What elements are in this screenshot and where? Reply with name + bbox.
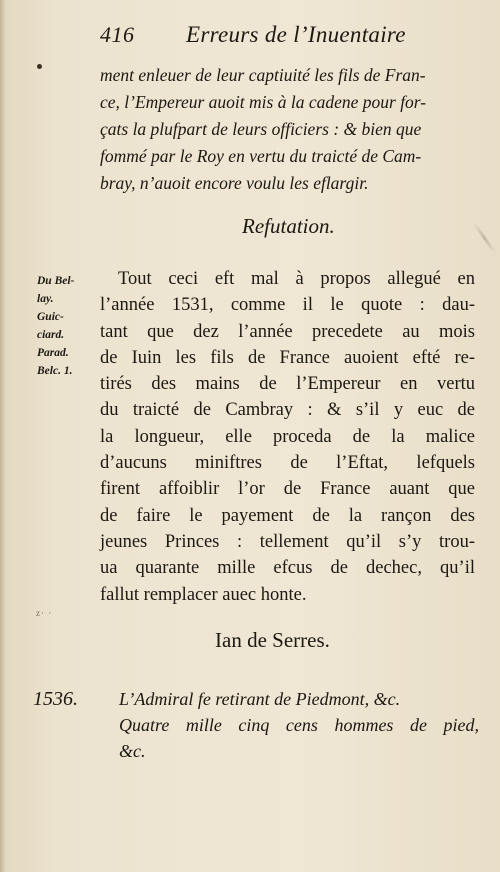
entry-text <box>119 686 479 764</box>
page-number: 416 <box>100 22 135 47</box>
body-line: tant que dez l’année precedete au mois <box>100 321 475 342</box>
margin-year: 1536. <box>33 688 78 710</box>
body-line: l’année 1531, comme il le quote : dau- <box>100 295 475 316</box>
passage-line: çats la plufpart de leurs officiers : & bien que <box>100 119 422 139</box>
body-line: Tout ceci eft mal à propos allegué en <box>118 269 475 289</box>
gutter-shadow <box>0 0 6 872</box>
body-line: d’aucuns miniftres de l’Eftat, lefquels <box>100 453 475 474</box>
margin-note-line: Guic- <box>37 311 64 323</box>
body-line: la longueur, elle proceda de la malice <box>100 426 475 447</box>
passage-line: ce, l’Empereur auoit mis à la cadene pour for- <box>100 92 427 112</box>
body-line: tirés des mains de l’Empereur en vertu <box>100 374 475 395</box>
passage-line: ment enleuer de leur captiuité les fils de Fran- <box>100 65 426 85</box>
entry-line: &c. <box>119 741 146 761</box>
margin-note <box>37 272 89 380</box>
margin-note-line: lay. <box>37 293 54 305</box>
page-header <box>0 22 500 54</box>
passage-line: fommé par le Roy en vertu du traicté de Cam- <box>100 146 422 166</box>
body-line: du traicté de Cambray : & s’il y euc de <box>100 400 475 421</box>
body-line: ua quarante mille efcus de dechec, qu’il <box>100 558 475 579</box>
section-title: Refutation. <box>242 214 335 238</box>
body-line: firent affoiblir l’or de France auant que <box>100 479 475 500</box>
author-heading: Ian de Serres. <box>215 628 330 652</box>
margin-note-line: Du Bel- <box>37 275 75 287</box>
entry-line: Quatre mille cinq cens hommes de pied, <box>119 715 479 735</box>
margin-mark: z· · <box>36 608 53 618</box>
body-line: de Iuin les fils de France auoient efté re- <box>100 347 475 368</box>
body-line: jeunes Princes : tellement qu’il s’y trou- <box>100 531 475 552</box>
quoted-passage <box>100 62 480 197</box>
entry-line: L’Admiral fe retirant de Piedmont, &c. <box>119 689 401 709</box>
margin-note-line: Parad. <box>37 347 69 359</box>
margin-note-line: ciard. <box>37 329 65 341</box>
passage-line: bray, n’auoit encore voulu les eflargir. <box>100 173 369 193</box>
running-head: Erreurs de l’Inuentaire <box>186 22 406 47</box>
refutation-text <box>100 266 475 608</box>
ink-mark <box>37 64 42 69</box>
body-line: fallut remplacer auec honte. <box>100 584 307 605</box>
margin-note-line: Belc. 1. <box>37 365 73 377</box>
show-through-mark <box>473 222 496 253</box>
body-line: de faire le payement de la rançon des <box>100 505 475 526</box>
